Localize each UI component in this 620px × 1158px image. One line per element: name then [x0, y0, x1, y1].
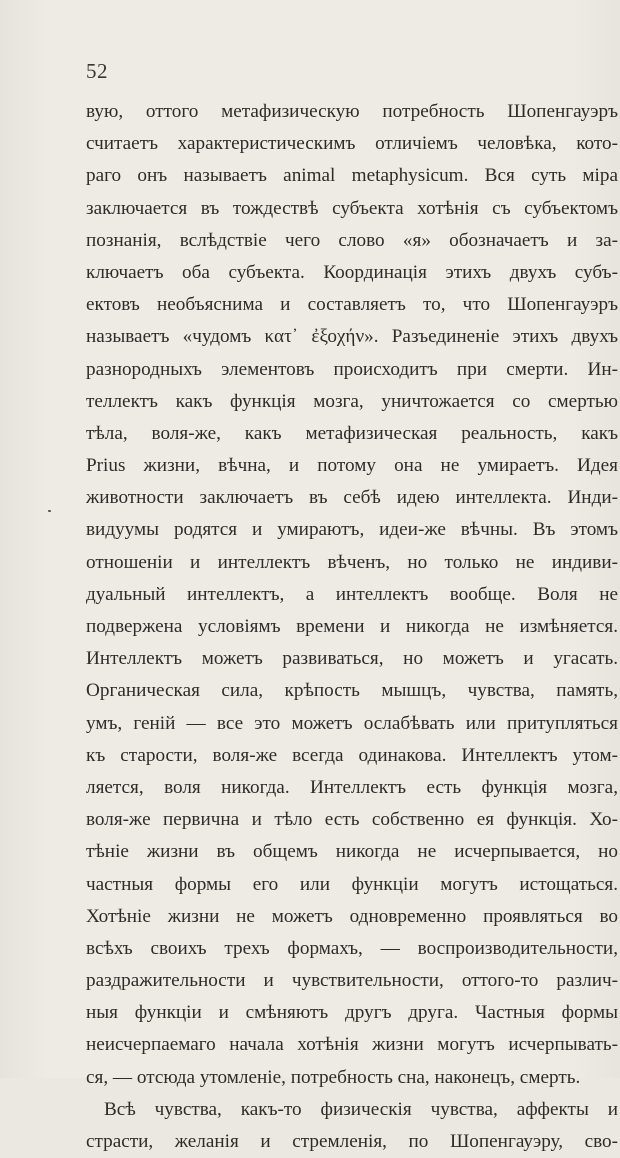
text-line: раздражительности и чувствительности, оттого-то различ-	[86, 970, 618, 992]
text-line: Хотѣніе жизни не можетъ одновременно проявляться во	[86, 905, 618, 927]
text-line: къ старости, воля-же всегда одинакова. Интеллектъ утом-	[86, 744, 618, 766]
page-number: 52	[86, 59, 108, 83]
text-line: всѣхъ своихъ трехъ формахъ, — воспроизводительности,	[86, 937, 618, 959]
text-line: страсти, желанія и стремленія, по Шопенгауэру, сво-	[86, 1131, 618, 1152]
text-line: дуальный интеллектъ, а интеллектъ вообще. Воля не	[86, 583, 618, 605]
text-line: ектовъ необъяснима и составляетъ то, что Шопенгауэръ	[86, 294, 618, 316]
text-line: видуумы родятся и умираютъ, идеи-же вѣчны. Въ этомъ	[86, 519, 618, 541]
text-line: тѣніе жизни въ общемъ никогда не исчерпывается, но	[86, 841, 618, 863]
text-line: разнородныхъ элементовъ происходитъ при смерти. Ин-	[86, 358, 618, 380]
text-line: называетъ «чудомъ κατ᾽ ἐξοχήν». Разъединеніе этихъ двухъ	[86, 326, 618, 348]
text-line: неисчерпаемаго начала хотѣнія жизни могутъ исчерпывать-	[86, 1034, 618, 1056]
text-line: раго онъ называетъ animal metaphysicum. Вся суть міра	[86, 165, 618, 187]
text-line: тѣла, воля-же, какъ метафизическая реальность, какъ	[86, 422, 618, 444]
text-line: животности заключаетъ въ себѣ идею интеллекта. Инди-	[86, 487, 618, 509]
text-line: ныя функціи и смѣняютъ другъ друга. Частныя формы	[86, 1002, 618, 1024]
body-text	[86, 96, 618, 1158]
text-line: вую, оттого метафизическую потребность Шопенгауэръ	[86, 101, 618, 122]
text-line: познанія, вслѣдствіе чего слово «я» обозначаетъ и за-	[86, 229, 618, 251]
text-line: заключается въ тождествѣ субъекта хотѣнія съ субъектомъ	[86, 197, 618, 219]
margin-ink-speck	[48, 510, 51, 512]
text-line: отношеніи и интеллектъ вѣченъ, но только не индиви-	[86, 551, 618, 573]
text-line: Всѣ чувства, какъ-то физическія чувства, аффекты и	[104, 1098, 618, 1120]
text-line: умъ, геній — все это можетъ ослабѣвать или притупляться	[86, 712, 618, 734]
text-line: Органическая сила, крѣпость мышцъ, чувства, память,	[86, 680, 618, 702]
text-line: подвержена условіямъ времени и никогда не измѣняется.	[86, 616, 618, 637]
text-line: воля-же первична и тѣло есть собственно ея функція. Хо-	[86, 809, 618, 831]
text-line: теллектъ какъ функція мозга, уничтожается со смертью	[86, 390, 618, 412]
text-line: Интеллектъ можетъ развиваться, но можетъ и угасать.	[86, 648, 618, 670]
text-line: ляется, воля никогда. Интеллектъ есть функція мозга,	[86, 776, 618, 798]
text-line: Prius жизни, вѣчна, и потому она не умираетъ. Идея	[86, 455, 618, 477]
text-line: ся, — отсюда утомленіе, потребность сна, наконецъ, смерть.	[86, 1066, 581, 1088]
text-line: частныя формы его или функціи могутъ истощаться.	[86, 873, 618, 895]
text-line: считаетъ характеристическимъ отличіемъ человѣка, кото-	[86, 133, 618, 155]
text-line: ключаетъ оба субъекта. Координація этихъ двухъ субъ-	[86, 261, 618, 283]
